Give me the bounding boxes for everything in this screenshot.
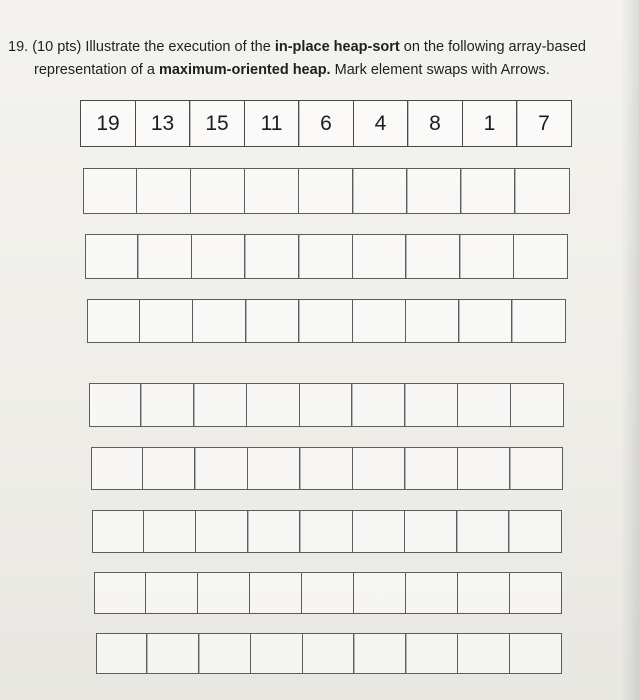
blank-array-cell [299,383,353,427]
blank-array-cell [299,447,353,490]
blank-array-cell [513,234,568,279]
blank-array-cell [190,168,246,214]
blank-array-row [85,234,568,279]
blank-array-cell [298,234,353,279]
blank-array-cell [302,633,355,674]
question-line2-start: representation of a [34,62,155,78]
term-max-heap: maximum-oriented heap. [158,62,331,78]
blank-array-cell [352,168,408,214]
blank-array-cell [244,168,300,214]
blank-array-cell [197,572,251,614]
blank-array-cell [457,447,511,490]
blank-array-cell [146,633,199,674]
blank-array-cell [509,572,563,614]
blank-array-cell [509,447,563,490]
array-cell: 19 [80,100,136,147]
blank-array-cell [298,168,354,214]
blank-array-cell [460,168,516,214]
blank-array-cell [404,383,458,427]
blank-array-cell [459,234,514,279]
blank-array-row [83,168,570,214]
blank-array-cell [514,168,570,214]
blank-array-cell [87,299,140,343]
blank-array-cell [406,168,462,214]
blank-array-cell [458,299,513,343]
blank-array-cell [192,299,247,343]
blank-array-cell [405,572,459,614]
blank-array-cell [89,383,142,427]
blank-array-cell [405,234,460,279]
blank-array-cell [92,510,144,553]
question-line-2 [8,59,618,82]
blank-array-cell [249,572,303,614]
blank-array-cell [91,447,143,490]
blank-array-cell [191,234,246,279]
blank-array-cell [352,234,407,279]
blank-array-cell [457,383,511,427]
array-cell: 1 [462,100,518,147]
blank-array-cell [247,510,301,553]
blank-array-cell [85,234,139,279]
blank-array-cell [94,572,146,614]
blank-array-cell [193,383,247,427]
blank-array-cell [353,633,406,674]
question-intro: Illustrate the execution of the [85,39,271,55]
blank-array-cell [301,572,355,614]
question-number: 19. [8,39,29,55]
question-mid: on the following array-based [403,39,586,55]
blank-array-cell [140,383,194,427]
array-cell: 15 [189,100,245,147]
blank-array-cell [195,510,249,553]
blank-array-cell [245,299,300,343]
blank-array-row [89,383,564,427]
array-cell: 6 [298,100,354,147]
question-instruction: Mark element swaps with Arrows. [334,62,550,78]
blank-array-cell [352,447,406,490]
blank-array-cell [244,234,299,279]
blank-array-row [91,447,563,490]
blank-array-cell [509,633,562,674]
blank-array-row [87,299,566,343]
blank-array-cell [457,633,510,674]
blank-array-cell [351,383,405,427]
blank-array-cell [250,633,303,674]
blank-array-cell [96,633,148,674]
blank-array-cell [404,447,458,490]
array-cell: 13 [135,100,191,147]
blank-array-cell [142,447,196,490]
blank-array-cell [194,447,248,490]
array-cell: 7 [516,100,572,147]
blank-array-cell [511,299,566,343]
page-edge-shadow [621,0,639,700]
blank-array-cell [405,633,458,674]
term-heap-sort: in-place heap-sort [274,39,400,55]
blank-array-cell [145,572,199,614]
blank-array-cell [298,299,353,343]
array-cell: 4 [353,100,409,147]
blank-array-row [94,572,562,614]
array-cell: 11 [244,100,300,147]
blank-array-cell [404,510,458,553]
question-19 [8,36,618,82]
blank-array-cell [136,168,192,214]
blank-array-row [92,510,562,553]
blank-array-row [96,633,562,674]
blank-array-cell [247,447,301,490]
initial-heap-array [80,100,572,147]
blank-array-cell [405,299,460,343]
blank-array-cell [246,383,300,427]
blank-array-cell [457,572,511,614]
blank-array-cell [137,234,192,279]
array-cell: 8 [407,100,463,147]
blank-array-cell [352,510,406,553]
blank-array-cell [353,572,407,614]
question-points: (10 pts) [32,39,82,55]
blank-array-cell [83,168,137,214]
blank-array-cell [143,510,197,553]
blank-array-cell [510,383,564,427]
blank-array-cell [456,510,510,553]
blank-array-cell [299,510,353,553]
blank-array-cell [352,299,407,343]
blank-array-cell [139,299,194,343]
blank-array-cell [198,633,251,674]
blank-array-cell [508,510,562,553]
